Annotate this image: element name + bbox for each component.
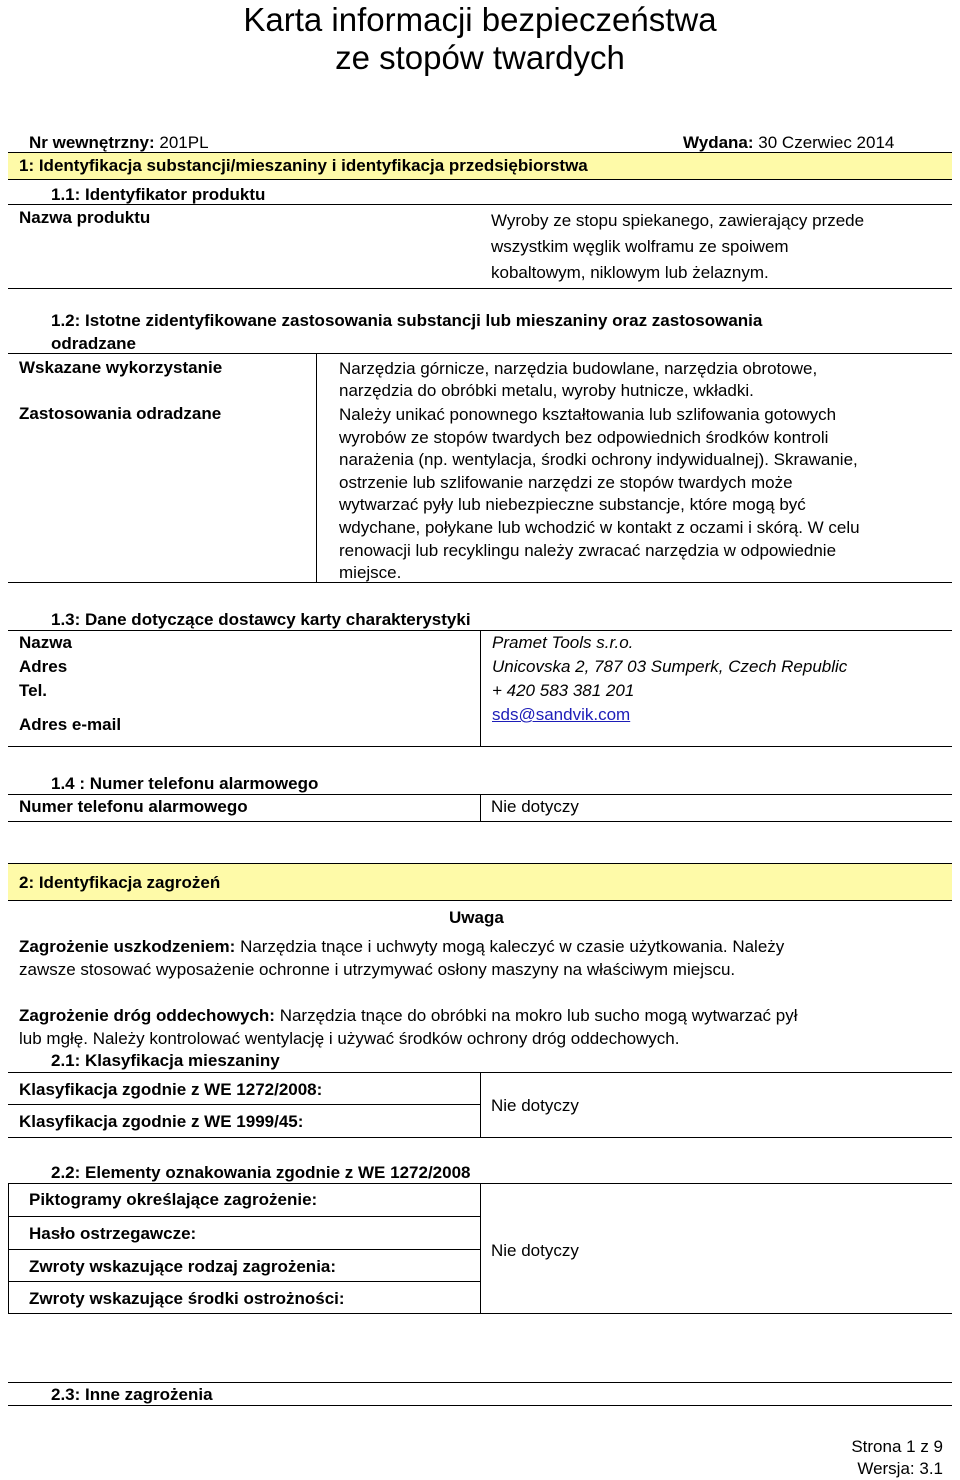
product-name-line: wszystkim węglik wolframu ze spoiwem [491, 237, 789, 256]
injury-hazard-text-cont: zawsze stosować wyposażenie ochronne i utrzymywać osłony maszyny na właściwym miejscu. [19, 960, 736, 979]
divider [8, 1104, 480, 1105]
emergency-value: Nie dotyczy [491, 797, 579, 816]
injury-hazard-text: Narzędzia tnące i uchwyty mogą kaleczyć w czasie użytkowania. Należy [240, 937, 785, 956]
divider [8, 204, 952, 205]
table-divider [316, 353, 317, 582]
s14-heading: 1.4 : Numer telefonu alarmowego [51, 774, 319, 793]
classification-value: Nie dotyczy [491, 1096, 579, 1115]
divider [8, 1249, 480, 1250]
uses-advised-against-line: wyrobów ze stopów twardych bez odpowiednich środków kontroli [339, 427, 829, 447]
divider [8, 1382, 952, 1383]
classification-1999-label: Klasyfikacja zgodnie z WE 1999/45: [19, 1112, 304, 1131]
product-name-value [491, 208, 864, 286]
injury-hazard-label: Zagrożenie uszkodzeniem: [19, 937, 236, 956]
table-divider [480, 630, 481, 746]
precautionary-statements-label: Zwroty wskazujące środki ostrożności: [29, 1289, 345, 1308]
respiratory-hazard-text-cont: lub mgłę. Należy kontrolować wentylację i używać środków ochrony dróg oddechowych. [19, 1029, 680, 1048]
divider [8, 1216, 480, 1217]
internal-number-label: Nr wewnętrzny: [29, 133, 155, 152]
indicated-use-value [339, 358, 817, 402]
warning-title: Uwaga [449, 908, 504, 927]
section1-heading: 1: Identyfikacja substancji/mieszaniny i identyfikacja przedsiębiorstwa [19, 156, 588, 175]
document-title-line2: ze stopów twardych [335, 39, 625, 76]
issue-date-label: Wydana: [683, 133, 754, 152]
pictograms-label: Piktogramy określające zagrożenie: [29, 1190, 318, 1209]
internal-number-value: 201PL [159, 133, 209, 152]
s13-heading: 1.3: Dane dotyczące dostawcy karty charakterystyki [51, 610, 471, 629]
product-name-label: Nazwa produktu [19, 208, 151, 227]
supplier-address-value: Unicovska 2, 787 03 Sumperk, Czech Republic [492, 657, 848, 676]
supplier-tel-label: Tel. [19, 681, 48, 700]
product-name-line: Wyroby ze stopu spiekanego, zawierający przede [491, 211, 865, 230]
divider [8, 1405, 952, 1406]
injury-hazard-paragraph [19, 935, 949, 981]
version: Wersja: 3.1 [857, 1459, 943, 1478]
uses-advised-against-line: wdychane, połykane lub wchodzić w kontakt z oczami i skórą. W celu [339, 517, 860, 537]
respiratory-hazard-text: Narzędzia tnące do obróbki na mokro lub sucho mogą wytwarzać pył [279, 1006, 798, 1025]
section2-heading: 2: Identyfikacja zagrożeń [19, 873, 221, 892]
indicated-use-label: Wskazane wykorzystanie [19, 358, 223, 377]
signal-word-label: Hasło ostrzegawcze: [29, 1224, 197, 1243]
product-name-line: kobaltowym, niklowym lub żelaznym. [491, 263, 769, 282]
divider [8, 1313, 952, 1314]
s12-heading-line2: odradzane [51, 334, 137, 353]
divider [8, 821, 952, 822]
table-divider [480, 1072, 481, 1137]
indicated-use-line: narzędzia do obróbki metalu, wyroby hutnicze, wkładki. [339, 381, 754, 400]
internal-number [29, 133, 209, 153]
respiratory-hazard-label: Zagrożenie dróg oddechowych: [19, 1006, 275, 1025]
divider [8, 1281, 480, 1282]
uses-advised-against-value [339, 404, 860, 585]
hazard-statements-label: Zwroty wskazujące rodzaj zagrożenia: [29, 1257, 337, 1276]
divider [8, 746, 952, 747]
supplier-tel-value: + 420 583 381 201 [492, 681, 635, 700]
table-divider [480, 1183, 481, 1313]
uses-advised-against-line: Należy unikać ponownego kształtowania lub szlifowania gotowych [339, 405, 837, 424]
divider [8, 353, 952, 354]
indicated-use-line: Narzędzia górnicze, narzędzia budowlane, narzędzia obrotowe, [339, 359, 818, 378]
s12-heading-line1: 1.2: Istotne zidentyfikowane zastosowania substancji lub mieszaniny oraz zastosowania [51, 311, 763, 330]
uses-advised-against-line: renowacji lub recyklingu należy zwracać narzędzia w odpowiednie [339, 540, 837, 560]
issue-date [683, 133, 894, 153]
uses-advised-against-line: wytwarzać pyły lub niebezpieczne substancje, które mogą być [339, 495, 806, 515]
supplier-name-value: Pramet Tools s.r.o. [492, 633, 634, 652]
table-divider [480, 794, 481, 821]
page-number: Strona 1 z 9 [851, 1437, 943, 1456]
document-title-line1: Karta informacji bezpieczeństwa [243, 1, 717, 38]
s21-heading: 2.1: Klasyfikacja mieszaniny [51, 1051, 280, 1070]
respiratory-hazard-paragraph [19, 1004, 949, 1050]
table-border-left [8, 1183, 9, 1313]
labelling-value: Nie dotyczy [491, 1241, 579, 1260]
classification-1272-label: Klasyfikacja zgodnie z WE 1272/2008: [19, 1080, 323, 1099]
s11-heading: 1.1: Identyfikator produktu [51, 185, 266, 204]
divider [8, 1137, 952, 1138]
emergency-label: Numer telefonu alarmowego [19, 797, 248, 816]
uses-advised-against-line: miejsce. [339, 563, 402, 583]
divider [8, 582, 952, 583]
uses-advised-against-line: narażenia (np. wentylacja, środki ochrony indywidualnej). Skrawanie, [339, 450, 858, 470]
s23-heading: 2.3: Inne zagrożenia [51, 1385, 213, 1404]
divider [8, 288, 952, 289]
uses-advised-against-line: ostrzenie lub szlifowanie narzędzi ze stopów twardych może [339, 472, 793, 492]
supplier-email-label: Adres e-mail [19, 715, 122, 734]
s22-heading: 2.2: Elementy oznakowania zgodnie z WE 1272/2008 [51, 1163, 471, 1182]
supplier-name-label: Nazwa [19, 633, 72, 652]
issue-date-value: 30 Czerwiec 2014 [758, 133, 895, 152]
supplier-email-link[interactable]: sds@sandvik.com [492, 705, 631, 724]
uses-advised-against-label: Zastosowania odradzane [19, 404, 222, 423]
supplier-address-label: Adres [19, 657, 68, 676]
